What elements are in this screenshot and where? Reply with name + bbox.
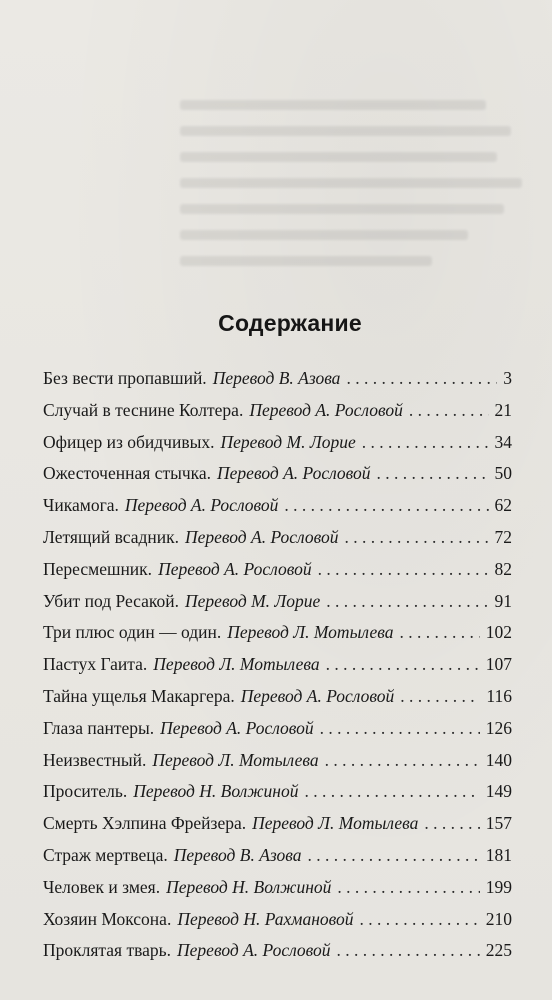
translator: Перевод Н. Волжиной	[133, 781, 299, 802]
translator: Перевод Л. Мотылева	[153, 654, 320, 675]
toc-entry	[43, 463, 512, 495]
translator: Перевод Н. Рахмановой	[177, 908, 354, 929]
dot-leader	[345, 527, 489, 548]
translator: Перевод А. Рословой	[249, 399, 403, 420]
story-title: Человек и змея.	[43, 876, 161, 897]
dot-leader	[400, 686, 480, 707]
dot-leader	[305, 781, 480, 802]
translator: Перевод А. Рословой	[160, 717, 314, 738]
page-number: 91	[494, 590, 512, 611]
toc-entry	[43, 940, 512, 972]
story-title: Чикамога.	[43, 495, 119, 516]
story-title: Проклятая тварь.	[43, 940, 172, 961]
dot-leader	[409, 400, 489, 421]
translator: Перевод А. Рословой	[177, 940, 331, 961]
story-title: Летящий всадник.	[43, 526, 179, 547]
page-number: 82	[494, 558, 512, 579]
translator: Перевод В. Азова	[173, 844, 302, 865]
dot-leader	[400, 622, 480, 643]
story-title: Без вести пропавший.	[43, 368, 207, 388]
dot-leader	[326, 591, 488, 612]
translator: Перевод В. Азова	[212, 368, 341, 388]
dot-leader	[307, 845, 479, 866]
dot-leader	[360, 909, 480, 930]
page-number: 181	[485, 844, 512, 865]
translator: Перевод Л. Мотылева	[152, 749, 319, 770]
story-title: Офицер из обидчивых.	[43, 431, 215, 452]
page-number: 126	[485, 717, 512, 738]
dot-leader	[326, 654, 480, 675]
toc-heading: Содержание	[218, 310, 362, 336]
dot-leader	[337, 940, 480, 961]
toc-entry	[43, 781, 512, 813]
toc-entry	[43, 813, 512, 845]
story-title: Глаза пантеры.	[43, 717, 155, 738]
dot-leader	[377, 463, 489, 484]
story-title: Хозяин Моксона.	[43, 908, 172, 929]
story-title: Проситель.	[43, 781, 128, 802]
translator: Перевод А. Рословой	[158, 558, 312, 579]
story-title: Страж мертвеца.	[43, 844, 168, 865]
toc-entry	[43, 750, 512, 782]
page-number: 34	[494, 431, 512, 452]
table-of-contents	[43, 368, 512, 972]
toc-entry	[43, 718, 512, 750]
toc-entry	[43, 527, 512, 559]
toc-entry	[43, 368, 512, 400]
story-title: Случай в теснине Колтера.	[43, 399, 244, 420]
toc-entry	[43, 909, 512, 941]
dot-leader	[325, 750, 480, 771]
toc-entry	[43, 559, 512, 591]
translator: Перевод Л. Мотылева	[227, 622, 394, 643]
dot-leader	[337, 877, 479, 898]
dot-leader	[346, 368, 497, 389]
story-title: Ожесточенная стычка.	[43, 463, 212, 484]
page-number: 21	[494, 399, 512, 420]
dot-leader	[362, 432, 489, 453]
page-number: 210	[485, 908, 512, 929]
toc-entry	[43, 591, 512, 623]
translator: Перевод Н. Волжиной	[166, 876, 332, 897]
page-number: 199	[485, 876, 512, 897]
dot-leader	[284, 495, 488, 516]
page-number: 50	[494, 463, 512, 484]
toc-entry	[43, 877, 512, 909]
story-title: Смерть Хэлпина Фрейзера.	[43, 813, 247, 834]
page-number: 62	[494, 495, 512, 516]
toc-entry	[43, 686, 512, 718]
page-number: 140	[485, 749, 512, 770]
translator: Перевод А. Рословой	[124, 495, 279, 516]
translator: Перевод А. Рословой	[184, 526, 339, 547]
story-title: Убит под Ресакой.	[43, 590, 180, 611]
toc-entry	[43, 495, 512, 527]
translator: Перевод А. Рословой	[217, 463, 371, 484]
dot-leader	[318, 559, 489, 580]
toc-entry	[43, 400, 512, 432]
toc-entry	[43, 622, 512, 654]
translator: Перевод М. Лорие	[185, 590, 321, 611]
toc-entry	[43, 432, 512, 464]
page-number: 149	[485, 781, 512, 802]
story-title: Пастух Гаита.	[43, 654, 148, 675]
page-number: 225	[485, 940, 512, 961]
dot-leader	[320, 718, 480, 739]
show-through-text	[180, 100, 540, 320]
page-number: 157	[485, 813, 512, 834]
page-number: 102	[485, 622, 512, 643]
toc-entry	[43, 845, 512, 877]
story-title: Неизвестный.	[43, 749, 147, 770]
page-number: 72	[494, 526, 512, 547]
toc-entry	[43, 654, 512, 686]
page-number: 116	[486, 685, 512, 706]
translator: Перевод М. Лорие	[220, 431, 356, 452]
page-number: 3	[503, 368, 512, 388]
dot-leader	[424, 813, 479, 834]
story-title: Пересмешник.	[43, 558, 153, 579]
story-title: Три плюс один — один.	[43, 622, 222, 643]
story-title: Тайна ущелья Макаргера.	[43, 685, 235, 706]
page-number: 107	[485, 654, 512, 675]
translator: Перевод А. Рословой	[240, 685, 395, 706]
translator: Перевод Л. Мотылева	[252, 813, 419, 834]
